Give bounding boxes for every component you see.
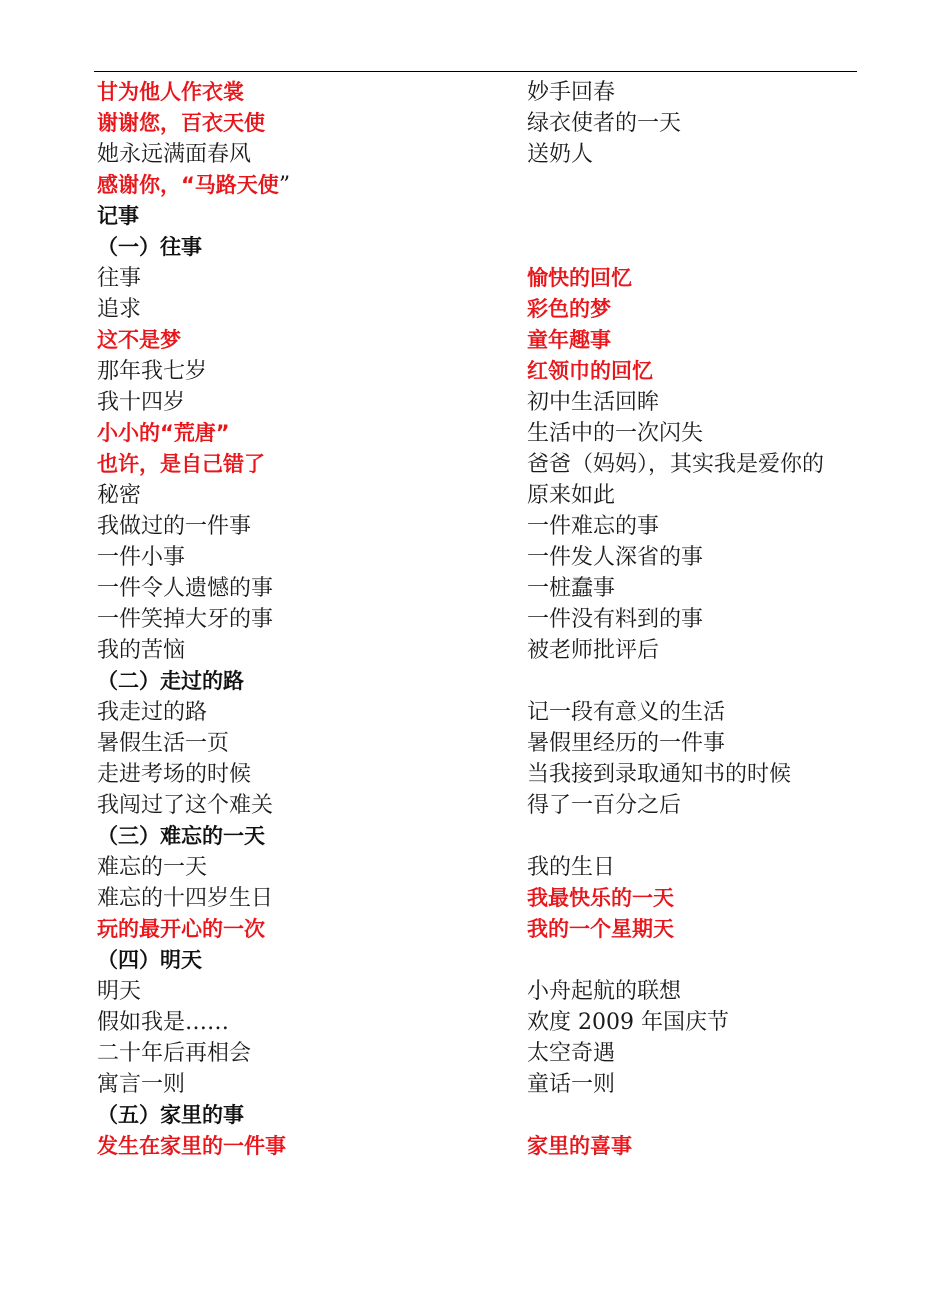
left-title <box>97 170 527 201</box>
title-text: （三）难忘的一天 <box>97 824 265 848</box>
list-row <box>97 1069 877 1100</box>
title-text: 二十年后再相会 <box>97 1041 252 1066</box>
left-title <box>97 511 527 542</box>
right-title <box>527 697 877 728</box>
right-title <box>527 387 877 418</box>
left-title <box>97 1007 527 1038</box>
title-text: 生活中的一次闪失 <box>527 421 704 446</box>
list-row <box>97 604 877 635</box>
left-title <box>97 759 527 790</box>
title-text: 感谢你，“马路天使 <box>97 173 279 197</box>
list-row <box>97 573 877 604</box>
left-title <box>97 728 527 759</box>
title-text: 寓言一则 <box>97 1072 186 1097</box>
right-title <box>527 852 877 883</box>
list-row <box>97 449 877 480</box>
title-text: 送奶人 <box>527 142 594 167</box>
list-row <box>97 1038 877 1069</box>
title-text: 一件令人遗憾的事 <box>97 576 274 601</box>
list-row <box>97 945 877 976</box>
title-text: 假如我是…… <box>97 1010 230 1035</box>
left-title <box>97 449 527 480</box>
left-title <box>97 294 527 325</box>
right-title <box>527 1038 877 1069</box>
left-title <box>97 542 527 573</box>
right-title <box>527 232 877 263</box>
list-row <box>97 294 877 325</box>
right-title <box>527 604 877 635</box>
title-text: 走进考场的时候 <box>97 762 252 787</box>
title-text: 太空奇遇 <box>527 1041 616 1066</box>
title-text: 难忘的十四岁生日 <box>97 886 274 911</box>
list-row <box>97 387 877 418</box>
list-row <box>97 511 877 542</box>
title-text: 暑假里经历的一件事 <box>527 731 726 756</box>
list-row <box>97 852 877 883</box>
left-title <box>97 604 527 635</box>
title-text: 一件没有料到的事 <box>527 607 704 632</box>
left-title <box>97 108 527 139</box>
title-text: 追求 <box>97 297 142 322</box>
left-title <box>97 945 527 976</box>
list-row <box>97 728 877 759</box>
right-title <box>527 759 877 790</box>
left-title <box>97 883 527 914</box>
right-title <box>527 294 877 325</box>
right-title <box>527 139 877 170</box>
title-text: 彩色的梦 <box>527 297 611 321</box>
right-title <box>527 914 877 945</box>
list-row <box>97 139 877 170</box>
left-title <box>97 635 527 666</box>
right-title <box>527 108 877 139</box>
list-row <box>97 635 877 666</box>
title-text: 欢度 2009 年国庆节 <box>527 1010 729 1035</box>
right-title <box>527 1100 877 1131</box>
list-row <box>97 914 877 945</box>
list-row <box>97 666 877 697</box>
right-title <box>527 511 877 542</box>
title-text: 我闯过了这个难关 <box>97 793 274 818</box>
left-title <box>97 356 527 387</box>
title-text: 童话一则 <box>527 1072 616 1097</box>
right-title <box>527 1131 877 1162</box>
left-title <box>97 790 527 821</box>
title-text: 明天 <box>97 979 142 1004</box>
left-title <box>97 1069 527 1100</box>
title-text: 得了一百分之后 <box>527 793 682 818</box>
title-text: 我十四岁 <box>97 390 186 415</box>
title-text: 玩的最开心的一次 <box>97 917 265 941</box>
title-text: 愉快的回忆 <box>527 266 632 290</box>
title-text: 记一段有意义的生活 <box>527 700 726 725</box>
right-title <box>527 728 877 759</box>
title-text: 一件笑掉大牙的事 <box>97 607 274 632</box>
title-text: 小小的“荒唐” <box>97 421 230 445</box>
title-text: 谢谢您，百衣天使 <box>97 111 265 135</box>
title-text: 红领巾的回忆 <box>527 359 653 383</box>
right-title <box>527 1007 877 1038</box>
left-title <box>97 1100 527 1131</box>
title-text: 难忘的一天 <box>97 855 208 880</box>
right-title <box>527 418 877 449</box>
title-text: 被老师批评后 <box>527 638 660 663</box>
left-title <box>97 77 527 108</box>
left-title <box>97 1131 527 1162</box>
right-title <box>527 201 877 232</box>
list-row <box>97 542 877 573</box>
list-row <box>97 759 877 790</box>
right-title <box>527 77 877 108</box>
title-text: 她永远满面春风 <box>97 142 252 167</box>
right-title <box>527 883 877 914</box>
title-text: 爸爸（妈妈），其实我是爱你的 <box>527 452 825 477</box>
right-title <box>527 480 877 511</box>
list-row <box>97 356 877 387</box>
list-row <box>97 201 877 232</box>
title-text: 妙手回春 <box>527 80 616 105</box>
title-text: 家里的喜事 <box>527 1134 632 1158</box>
closing-quote: ” <box>278 173 291 198</box>
title-text: 我做过的一件事 <box>97 514 252 539</box>
title-text: 一件发人深省的事 <box>527 545 704 570</box>
right-title <box>527 263 877 294</box>
title-text: （四）明天 <box>97 948 202 972</box>
title-text: 暑假生活一页 <box>97 731 230 756</box>
left-title <box>97 325 527 356</box>
left-title <box>97 697 527 728</box>
list-row <box>97 232 877 263</box>
title-text: 童年趣事 <box>527 328 611 352</box>
title-text: 初中生活回眸 <box>527 390 660 415</box>
list-row <box>97 883 877 914</box>
list-row <box>97 790 877 821</box>
right-title <box>527 666 877 697</box>
title-text: 我走过的路 <box>97 700 208 725</box>
right-title <box>527 821 877 852</box>
right-title <box>527 325 877 356</box>
right-title <box>527 356 877 387</box>
list-row <box>97 1131 877 1162</box>
left-title <box>97 263 527 294</box>
list-row <box>97 418 877 449</box>
left-title <box>97 418 527 449</box>
header-rule <box>94 71 857 72</box>
title-text: 我的一个星期天 <box>527 917 674 941</box>
right-title <box>527 635 877 666</box>
title-text: 绿衣使者的一天 <box>527 111 682 136</box>
list-row <box>97 77 877 108</box>
right-title <box>527 542 877 573</box>
title-text: 发生在家里的一件事 <box>97 1134 286 1158</box>
title-text: 甘为他人作衣裳 <box>97 80 244 104</box>
title-text: 也许，是自己错了 <box>97 452 265 476</box>
title-text: 我最快乐的一天 <box>527 886 674 910</box>
left-title <box>97 1038 527 1069</box>
left-title <box>97 232 527 263</box>
title-text: 一桩蠢事 <box>527 576 616 601</box>
title-text: 我的生日 <box>527 855 616 880</box>
list-row <box>97 170 877 201</box>
right-title <box>527 790 877 821</box>
list-row <box>97 325 877 356</box>
left-title <box>97 821 527 852</box>
title-text: 小舟起航的联想 <box>527 979 682 1004</box>
right-title <box>527 976 877 1007</box>
left-title <box>97 573 527 604</box>
left-title <box>97 976 527 1007</box>
title-text: 我的苦恼 <box>97 638 186 663</box>
list-row <box>97 1007 877 1038</box>
title-text: 那年我七岁 <box>97 359 208 384</box>
list-row <box>97 480 877 511</box>
right-title <box>527 1069 877 1100</box>
list-row <box>97 263 877 294</box>
list-row <box>97 108 877 139</box>
left-title <box>97 139 527 170</box>
list-row <box>97 697 877 728</box>
title-text: 原来如此 <box>527 483 616 508</box>
right-title <box>527 449 877 480</box>
title-text: 一件难忘的事 <box>527 514 660 539</box>
title-text: 秘密 <box>97 483 142 508</box>
title-text: 记事 <box>97 204 139 228</box>
left-title <box>97 852 527 883</box>
left-title <box>97 387 527 418</box>
title-text: 当我接到录取通知书的时候 <box>527 762 792 787</box>
left-title <box>97 914 527 945</box>
right-title <box>527 170 877 201</box>
title-text: （五）家里的事 <box>97 1103 244 1127</box>
right-title <box>527 945 877 976</box>
list-row <box>97 976 877 1007</box>
left-title <box>97 201 527 232</box>
title-text: （一）往事 <box>97 235 202 259</box>
right-title <box>527 573 877 604</box>
title-text: 这不是梦 <box>97 328 181 352</box>
title-text: 往事 <box>97 266 142 291</box>
title-text: 一件小事 <box>97 545 186 570</box>
essay-title-list <box>97 77 877 1162</box>
left-title <box>97 480 527 511</box>
left-title <box>97 666 527 697</box>
title-text: （二）走过的路 <box>97 669 244 693</box>
list-row <box>97 821 877 852</box>
list-row <box>97 1100 877 1131</box>
